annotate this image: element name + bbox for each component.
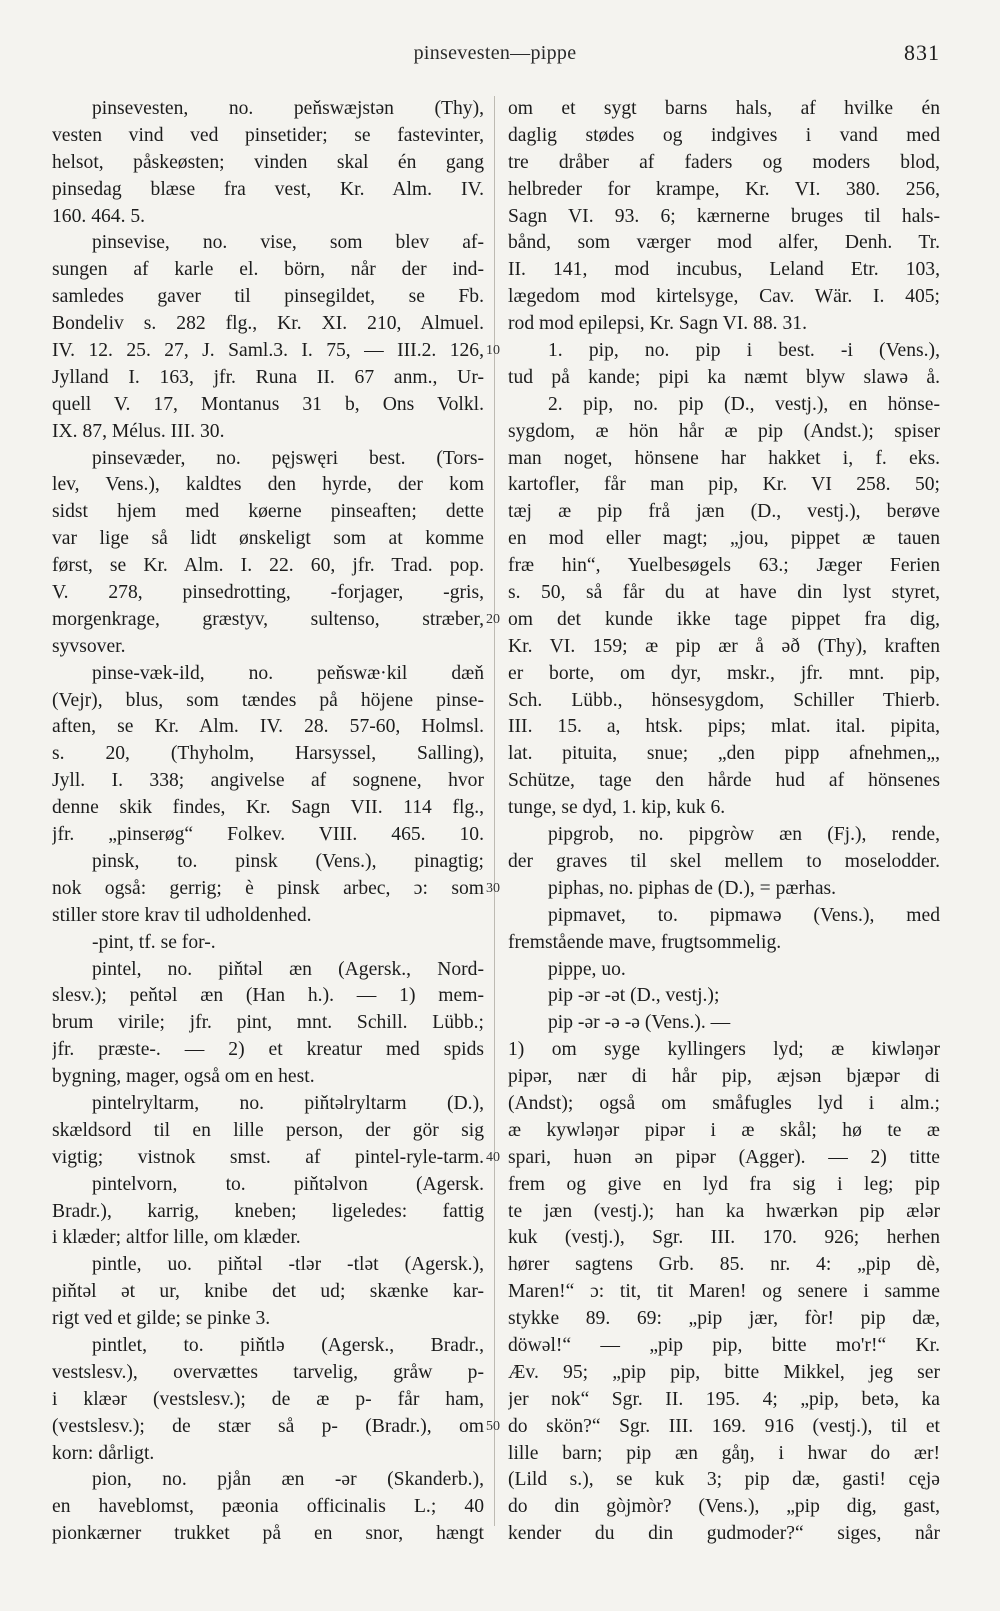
text-line: IV. 12. 25. 27, J. Saml.3. I. 75, — III.2. 126, [52, 340, 484, 362]
text-line: tæj æ pip frå jæn (D., vestj.), berøve [508, 501, 940, 523]
page-header [50, 38, 940, 78]
text-line: pip -ər -ət (D., vestj.); [548, 985, 720, 1007]
text-line: helsot, påskeøsten; vinden skal én gang [52, 151, 484, 173]
text-line: morgenkrage, græstyv, sultenso, stræber, [52, 608, 484, 630]
text-line: Æv. 95; „pip pip, bitte Mikkel, jeg ser [508, 1361, 940, 1383]
line-number: 30 [486, 881, 500, 897]
text-line: først, se Kr. Alm. I. 22. 60, jfr. Trad. pop. [52, 555, 484, 577]
text-line: (Lild s.), se kuk 3; pip dæ, gasti! cęjə [508, 1469, 940, 1491]
text-line: vestslesv.), overvættes tarvelig, gråw p- [52, 1361, 484, 1383]
text-line: pinsevæder, no. pęjswęri best. (Tors- [92, 447, 484, 469]
text-line: lægedom mod kirtelsyge, Cav. Wär. I. 405; [508, 286, 940, 308]
text-line: en haveblomst, pæonia officinalis L.; 40 [52, 1496, 484, 1518]
text-line: bygning, mager, også om en hest. [52, 1066, 315, 1088]
text-line: frem og give en lyd fra sig i leg; pip [508, 1173, 940, 1195]
text-line: piphas, no. piphas de (D.), = pærhas. [548, 877, 837, 899]
text-line: pipgrob, no. pipgròw æn (Fj.), rende, [548, 824, 940, 846]
text-line: fremstående mave, frugtsommelig. [508, 931, 782, 953]
text-line: pintelryltarm, no. piňtəlryltarm (D.), [92, 1092, 484, 1114]
text-line: pion, no. pjån æn -ər (Skanderb.), [92, 1469, 484, 1491]
text-line: æ kywləŋər pipər i æ skål; hø te æ [508, 1119, 940, 1141]
text-line: döwəl!“ — „pip pip, bitte mo'r!“ Kr. [508, 1334, 940, 1356]
text-line: rigt ved et gilde; se pinke 3. [52, 1308, 271, 1330]
text-line: Bondeliv s. 282 flg., Kr. XI. 210, Almuel. [52, 313, 484, 335]
text-line: en mod eller magt; „jou, pippet æ tauen [508, 528, 940, 550]
text-line: lev, Vens.), kaldtes den hyrde, der kom [52, 474, 484, 496]
text-line: bånd, som værger mod alfer, Denh. Tr. [508, 232, 940, 254]
text-line: fræ hin“, Yuelbesøgels 63.; Jæger Ferien [508, 555, 940, 577]
text-line: pionkærner trukket på en snor, hængt [52, 1523, 484, 1545]
text-line: der graves til skel mellem to moselodder. [508, 850, 940, 872]
text-line: pintelvorn, to. piňtəlvon (Agersk. [92, 1173, 484, 1195]
text-line: tud på kande; pipi ka næmt blyw slawə å. [508, 366, 940, 388]
text-line: man noget, hönsene har hakket i, f. eks. [508, 447, 940, 469]
text-line: Jyll. I. 338; angivelse af sognene, hvor [52, 770, 484, 792]
text-line: pinsevesten, no. peňswæjstən (Thy), [92, 98, 484, 119]
text-line: pintle, uo. piňtəl -tlər -tlət (Agersk.), [92, 1254, 484, 1276]
line-number: 10 [486, 343, 500, 359]
text-line: pinse-væk-ild, no. peňswæ·kil dæň [92, 662, 484, 684]
text-line: i klæər (vestslesv.); de æ p- får ham, [52, 1388, 484, 1410]
text-line: var lige så lidt ønskeligt som at komme [52, 528, 484, 550]
text-line: jfr. præste-. — 2) et kreatur med spids [52, 1039, 484, 1061]
column-divider [494, 96, 495, 1526]
text-line: kartofler, får man pip, Kr. VI 258. 50; [508, 474, 940, 496]
text-line: lille barn; pip æn gåŋ, i hwar do ær! [508, 1442, 940, 1464]
text-line: piňtəl ət ur, knibe det ud; skænke kar- [52, 1281, 484, 1303]
right-column [508, 96, 940, 1548]
text-line: kuk (vestj.), Sgr. III. 170. 926; herhen [508, 1227, 940, 1249]
text-line: spari, huən ən pipər (Agger). — 2) titte [508, 1146, 940, 1168]
text-line: 2. pip, no. pip (D., vestj.), en hönse- [548, 393, 940, 415]
text-line: korn: dårligt. [52, 1442, 155, 1464]
text-line: tunge, se dyd, 1. kip, kuk 6. [508, 797, 726, 819]
text-line: pinsedag blæse fra vest, Kr. Alm. IV. [52, 178, 484, 200]
text-line: pipər, nær di hår pip, æjsən bjæpər di [508, 1066, 940, 1088]
text-line: kender du din gudmoder?“ siges, når [508, 1523, 940, 1545]
line-number: 40 [486, 1150, 500, 1166]
text-line: helbreder for krampe, Kr. VI. 380. 256, [508, 178, 940, 200]
text-line: te jæn (vestj.); han ka hwærkən pip ælər [508, 1200, 940, 1222]
text-line: s. 50, så får du at have din lyst styret, [508, 582, 940, 604]
text-line: brum virile; jfr. pint, mnt. Schill. Lübb.; [52, 1012, 484, 1034]
text-line: Schütze, tage den hårde hud af hönsenes [508, 770, 940, 792]
text-line: pintlet, to. piňtlə (Agersk., Bradr., [92, 1334, 484, 1356]
text-line: (Vejr), blus, som tændes på höjene pinse- [52, 689, 484, 711]
text-line: samledes gaver til pinsegildet, se Fb. [52, 286, 484, 308]
text-line: Sagn VI. 93. 6; kærnerne bruges til hals- [508, 205, 940, 227]
text-line: do din gòjmòr? (Vens.), „pip dig, gast, [508, 1496, 940, 1518]
text-line: stykke 89. 69: „pip jær, fòr! pip dæ, [508, 1308, 940, 1330]
text-line: om et sygt barns hals, af hvilke én [508, 98, 940, 119]
text-line: pintel, no. piňtəl æn (Agersk., Nord- [92, 958, 484, 980]
text-line: do skön?“ Sgr. III. 169. 916 (vestj.), til et [508, 1415, 940, 1437]
text-line: syvsover. [52, 635, 126, 657]
text-line: pinsk, to. pinsk (Vens.), pinagtig; [92, 850, 484, 872]
text-line: pippe, uo. [548, 958, 626, 980]
text-line: 1. pip, no. pip i best. -i (Vens.), [548, 340, 940, 362]
text-line: daglig stødes og indgives i vand med [508, 124, 940, 146]
text-line: II. 141, mod incubus, Leland Etr. 103, [508, 259, 940, 281]
text-line: Sch. Lübb., hönsesygdom, Schiller Thierb. [508, 689, 940, 711]
text-line: pipmavet, to. pipmawə (Vens.), med [548, 904, 940, 926]
text-line: Jylland I. 163, jfr. Runa II. 67 anm., Ur- [52, 366, 484, 388]
left-column [52, 96, 484, 1548]
text-line: Maren!“ ɔ: tit, tit Maren! og senere i samme [508, 1281, 940, 1303]
text-line: jfr. „pinserøg“ Folkev. VIII. 465. 10. [52, 824, 484, 846]
text-line: (Andst); også om småfugles lyd i alm.; [508, 1092, 940, 1114]
text-line: -pint, tf. se for-. [92, 931, 216, 953]
text-line: s. 20, (Thyholm, Harsyssel, Salling), [52, 743, 484, 765]
text-line: 1) om syge kyllingers lyd; æ kiwləŋər [508, 1039, 940, 1061]
text-line: aften, se Kr. Alm. IV. 28. 57-60, Holmsl. [52, 716, 484, 738]
line-number: 20 [486, 612, 500, 628]
text-line: i klæder; altfor lille, om klæder. [52, 1227, 301, 1249]
text-line: denne skik findes, Kr. Sagn VII. 114 flg., [52, 797, 484, 819]
running-head: pinsevesten—pippe [413, 42, 577, 64]
text-line: V. 278, pinsedrotting, -forjager, -gris, [52, 582, 484, 604]
text-line: nok også: gerrig; è pinsk arbec, ɔ: som [52, 877, 484, 899]
text-line: slesv.); peňtəl æn (Han h.). — 1) mem- [52, 985, 484, 1007]
text-line: vigtig; vistnok smst. af pintel-ryle-tarm. [52, 1146, 484, 1168]
text-line: Bradr.), karrig, kneben; ligeledes: fattig [52, 1200, 484, 1222]
page-number: 831 [904, 40, 940, 65]
text-line: tre dråber af faders og moders blod, [508, 151, 940, 173]
text-line: stiller store krav til udholdenhed. [52, 904, 312, 926]
text-line: sidst hjem med køerne pinseaften; dette [52, 501, 484, 523]
text-line: sungen af karle el. börn, når der ind- [52, 259, 484, 281]
text-line: om det kunde ikke tage pippet fra dig, [508, 608, 940, 630]
text-line: III. 15. a, htsk. pips; mlat. ital. pipita, [508, 716, 940, 738]
text-line: lat. pituita, snue; „den pipp afnehmen„, [508, 743, 940, 765]
text-line: jer nok“ Sgr. II. 195. 4; „pip, betə, ka [508, 1388, 940, 1410]
text-line: hører sagtens Grb. 85. nr. 4: „pip dè, [508, 1254, 940, 1276]
text-line: IX. 87, Mélus. III. 30. [52, 420, 225, 442]
text-line: pip -ər -ə -ə (Vens.). — [548, 1012, 731, 1034]
text-line: vesten vind ved pinsetider; se fastevinter, [52, 124, 484, 146]
text-line: rod mod epilepsi, Kr. Sagn VI. 88. 31. [508, 313, 807, 335]
text-line: er borte, om dyr, mskr., jfr. mnt. pip, [508, 662, 940, 684]
text-line: quell V. 17, Montanus 31 b, Ons Volkl. [52, 393, 484, 415]
text-line: pinsevise, no. vise, som blev af- [92, 232, 484, 254]
text-line: Kr. VI. 159; æ pip ær å əð (Thy), kraften [508, 635, 940, 657]
text-line: skældsord til en lille person, der gör sig [52, 1119, 484, 1141]
text-line: 160. 464. 5. [52, 205, 146, 227]
line-number: 50 [486, 1419, 500, 1435]
text-line: (vestslesv.); de stær så p- (Bradr.), om [52, 1415, 484, 1437]
text-line: sygdom, æ hön hår æ pip (Andst.); spiser [508, 420, 940, 442]
